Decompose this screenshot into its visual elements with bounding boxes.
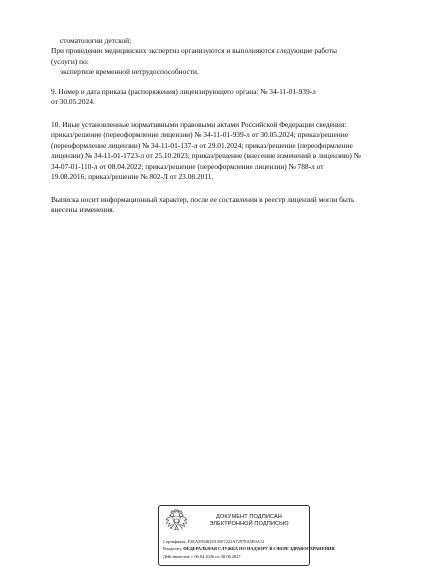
text-line: 19.08.2016; приказ/решение № 802-Л от 23.08.2011.	[51, 172, 214, 182]
stamp-details	[163, 538, 335, 560]
owner-row	[163, 545, 335, 552]
text-line: (переоформление лицензии) № 34-11-01-137-л от 29.01.2024; приказ/решение (переоформление	[51, 140, 353, 150]
stamp-title-line: ДОКУМЕНТ ПОДПИСАН	[216, 514, 282, 520]
validity-period: Действителен: с 06.04.2026 по 30.06.2027	[163, 553, 241, 559]
intro-paragraph	[51, 36, 403, 78]
text-line: экспертизе временной нетрудоспособности.	[60, 67, 199, 77]
electronic-signature-stamp	[158, 505, 335, 566]
item-10-paragraph	[51, 120, 403, 182]
text-line: (услуги) по:	[51, 56, 89, 66]
text-line: лицензии) № 34-11-01-1723-л от 25.10.2023; приказ/решение (внесение изменений в лицензию) №	[51, 151, 361, 161]
item-9-paragraph	[51, 87, 403, 108]
text-line: 9. Номер и дата приказа (распоряжения) лицензирующего органа: № 34-11-01-939-л	[51, 87, 316, 96]
stamp-title-line: ЭЛЕКТРОННОЙ ПОДПИСЬЮ	[209, 521, 289, 528]
owner-label: Владелец:	[163, 546, 182, 552]
text-line: стоматологии детской;	[60, 36, 132, 45]
text-line: приказ/решение (переоформление лицензии) № 34-11-01-939-л от 30.05.2024; приказ/решение	[51, 130, 348, 140]
text-line: Выписка носит информационный характер, после ее составления в реестр лицензий могли быть	[51, 195, 355, 204]
owner-value: ФЕДЕРАЛЬНАЯ СЛУЖБА ПО НАДЗОРУ В СФЕРЕ ЗДРАВООХРАНЕНИЯ	[183, 546, 335, 552]
double-headed-eagle-emblem-icon	[164, 509, 189, 535]
text-line: 34-07-01-110-л от 08.04.2022; приказ/решение (переоформление лицензии) № 788-л от	[51, 161, 324, 171]
disclaimer-paragraph	[51, 195, 403, 216]
stamp-title	[191, 514, 307, 528]
text-line: При проведении медицинских экспертиз организуются и выполняются следующие работы	[51, 46, 337, 56]
text-line: от 30.05.2024.	[51, 97, 95, 107]
text-line: 10. Иные установленные нормативными правовыми актами Российской Федерации сведения:	[51, 120, 347, 129]
certificate-number: Сертификат: F2EA5954818A35F7222A72978A5E0A12	[163, 539, 265, 544]
text-line: внесены изменения.	[51, 205, 115, 215]
